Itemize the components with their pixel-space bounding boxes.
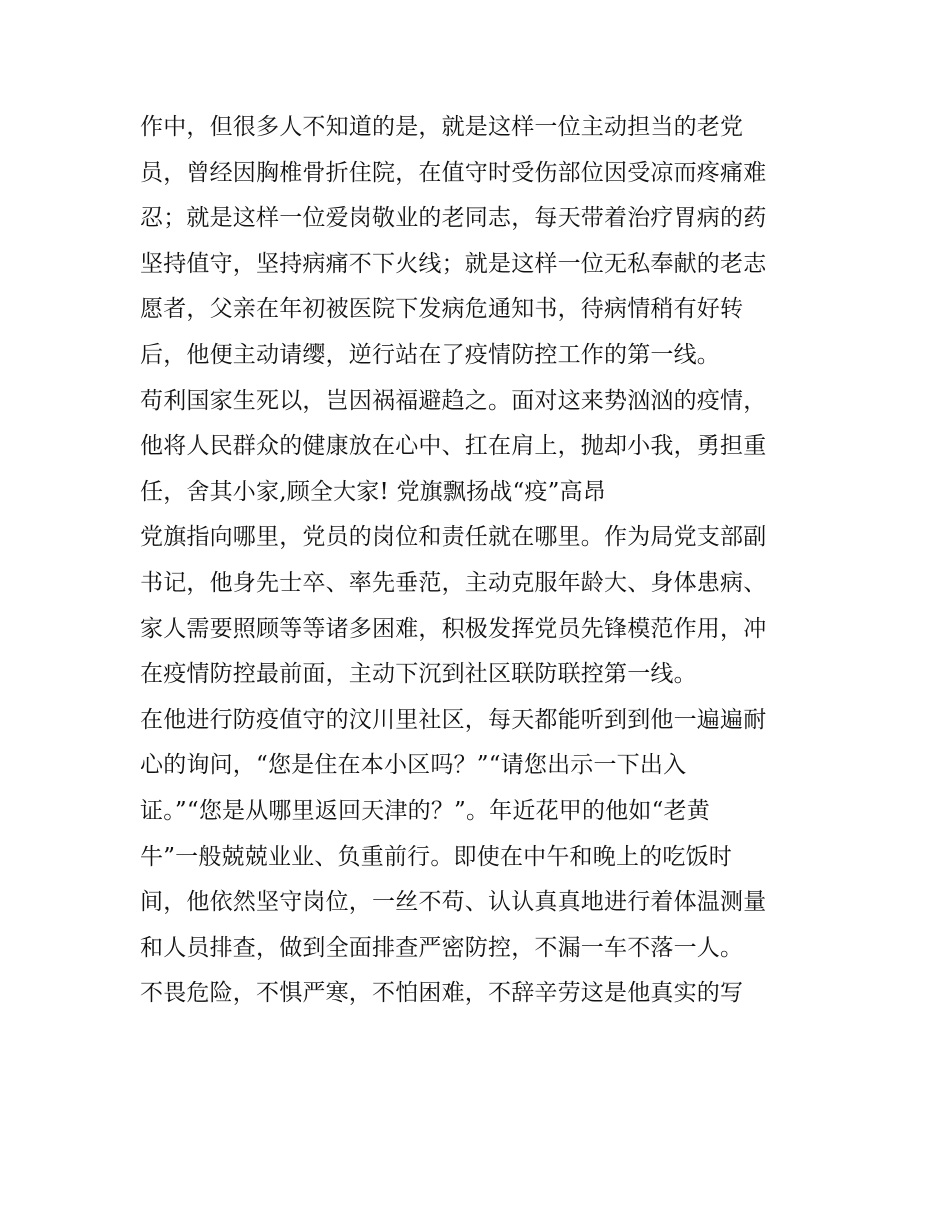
- text-line: 后，他便主动请缨，逆行站在了疫情防控工作的第一线。: [140, 341, 720, 368]
- text-line: 忍；就是这样一位爱岗敬业的老同志，每天带着治疗胃病的药: [140, 205, 767, 232]
- text-line: 在他进行防疫值守的汶川里社区，每天都能听到到他一遍遍耐: [140, 706, 767, 733]
- text-line: 不畏危险，不惧严寒，不怕困难，不辞辛劳这是他真实的写: [140, 980, 744, 1007]
- text-line: 书记，他身先士卒、率先垂范，主动克服年龄大、身体患病、: [140, 569, 767, 596]
- text-line: 在疫情防控最前面，主动下沉到社区联防联控第一线。: [140, 661, 697, 688]
- text-line: 员，曾经因胸椎骨折住院，在值守时受伤部位因受凉而疼痛难: [140, 159, 767, 186]
- text-line: 家人需要照顾等等诸多困难，积极发挥党员先锋模范作用，冲: [140, 615, 767, 642]
- text-line: 证。”“您是从哪里返回天津的？”。年近花甲的他如“老黄: [140, 797, 710, 824]
- text-line: 愿者，父亲在年初被医院下发病危通知书，待病情稍有好转: [140, 296, 744, 323]
- text-line: 间，他依然坚守岗位，一丝不苟、认认真真地进行着体温测量: [140, 889, 767, 916]
- text-line: 牛”一般兢兢业业、负重前行。即使在中午和晚上的吃饭时: [140, 843, 732, 870]
- text-line: 坚持值守，坚持病痛不下火线；就是这样一位无私奉献的老志: [140, 250, 767, 277]
- text-line: 他将人民群众的健康放在心中、扛在肩上，抛却小我，勇担重: [140, 433, 767, 460]
- body-text: [140, 105, 830, 1017]
- text-line: 和人员排查，做到全面排查严密防控，不漏一车不落一人。: [140, 934, 744, 961]
- text-line: 任，舍其小家,顾全大家! 党旗飘扬战“疫”高昂: [140, 478, 606, 505]
- text-line: 心的询问，“您是住在本小区吗？”“请您出示一下出入: [140, 752, 687, 779]
- text-line: 苟利国家生死以，岂因祸福避趋之。面对这来势汹汹的疫情，: [140, 387, 767, 414]
- text-line: 党旗指向哪里，党员的岗位和责任就在哪里。作为局党支部副: [140, 524, 767, 551]
- text-line: 作中，但很多人不知道的是，就是这样一位主动担当的老党: [140, 114, 744, 140]
